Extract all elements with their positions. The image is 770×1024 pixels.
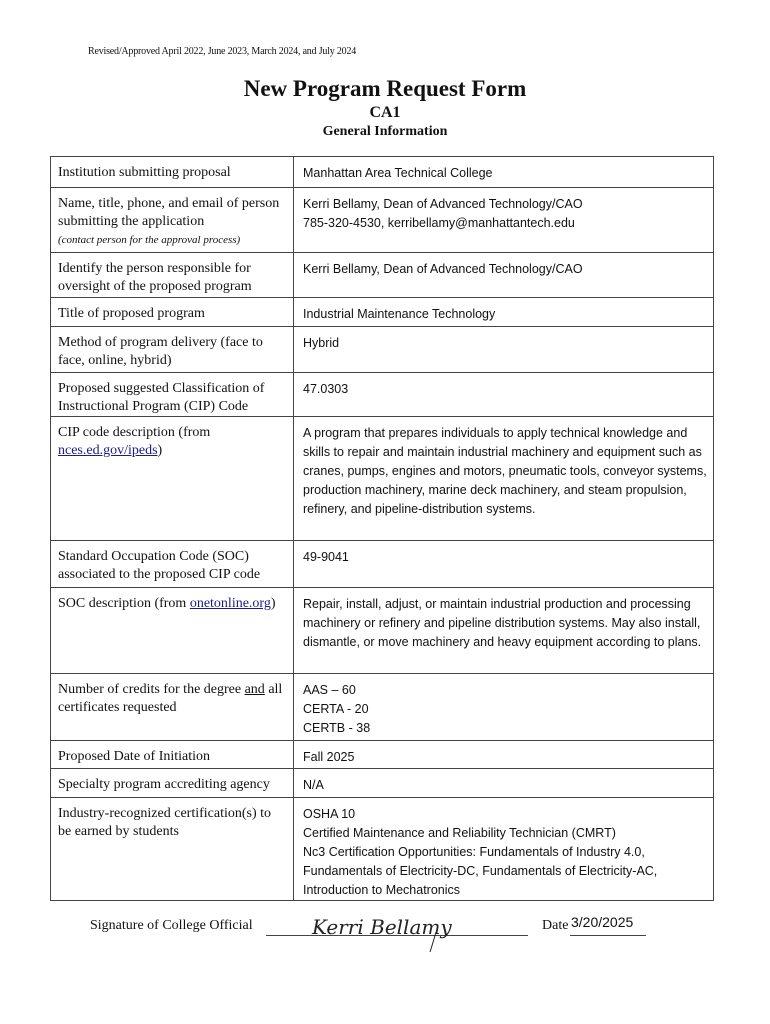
label-text: Method of program delivery (face to face, online, hybrid) bbox=[58, 335, 263, 368]
row-value bbox=[294, 588, 714, 674]
label-text: Proposed Date of Initiation bbox=[58, 749, 211, 764]
table-row bbox=[51, 157, 714, 188]
row-value bbox=[294, 188, 714, 253]
page-title: New Program Request Form bbox=[243, 76, 527, 101]
row-label bbox=[51, 253, 294, 298]
value-line: Fall 2025 bbox=[303, 750, 355, 764]
value-line: OSHA 10 bbox=[303, 807, 356, 821]
row-label bbox=[51, 327, 294, 373]
table-row bbox=[51, 769, 714, 798]
label-text: Standard Occupation Code (SOC) associated to the proposed CIP code bbox=[58, 549, 261, 582]
row-label bbox=[51, 769, 294, 798]
value-line: 49-9041 bbox=[303, 550, 349, 564]
table-row bbox=[51, 373, 714, 417]
row-label bbox=[51, 417, 294, 541]
label-text: Number of credits for the degree bbox=[58, 682, 245, 697]
label-text: ) bbox=[270, 596, 276, 611]
label-text: Name, title, phone, and email of person submitting the application bbox=[58, 196, 280, 229]
value-line: Manhattan Area Technical College bbox=[303, 166, 493, 180]
label-text: Industry-recognized certification(s) to be earned by students bbox=[58, 806, 272, 839]
form-code: CA1 bbox=[369, 104, 401, 121]
value-line: Kerri Bellamy, Dean of Advanced Technology/CAO bbox=[303, 262, 583, 276]
row-label bbox=[51, 741, 294, 769]
table-row bbox=[51, 188, 714, 253]
row-value bbox=[294, 769, 714, 798]
value-line: Industrial Maintenance Technology bbox=[303, 307, 496, 321]
value-line: Kerri Bellamy, Dean of Advanced Technology/CAO bbox=[303, 197, 583, 211]
value-line: CERTA - 20 bbox=[303, 702, 369, 716]
date-label: Date bbox=[542, 918, 569, 933]
row-value bbox=[294, 741, 714, 769]
row-label bbox=[51, 157, 294, 188]
label-text: Title of proposed program bbox=[58, 306, 205, 321]
row-value bbox=[294, 417, 714, 541]
table-row bbox=[51, 798, 714, 901]
source-link[interactable]: nces.ed.gov/ipeds bbox=[58, 443, 158, 458]
label-text: Institution submitting proposal bbox=[58, 165, 231, 180]
row-value bbox=[294, 541, 714, 588]
value-line: 785-320-4530, kerribellamy@manhattantech.edu bbox=[303, 216, 575, 230]
value-line: N/A bbox=[303, 778, 324, 792]
row-value bbox=[294, 157, 714, 188]
row-label bbox=[51, 373, 294, 417]
revision-note: Revised/Approved April 2022, June 2023, March 2024, and July 2024 bbox=[88, 46, 357, 57]
value-line: Certified Maintenance and Reliability Technician (CMRT) bbox=[303, 826, 616, 840]
signature-image bbox=[308, 910, 458, 956]
row-value bbox=[294, 674, 714, 741]
row-label bbox=[51, 588, 294, 674]
label-text: SOC description (from bbox=[58, 596, 190, 611]
row-label bbox=[51, 674, 294, 741]
row-value bbox=[294, 327, 714, 373]
section-title: General Information bbox=[322, 124, 448, 139]
value-line: A program that prepares individuals to apply technical knowledge and skills to repair and maintain industrial machinery and equipment such as cranes, pumps, engines and motors, pneumatic tools, conveyor systems, production machinery, marine deck machinery, and steam propulsion, refinery, and pipeline-distribution systems. bbox=[303, 426, 707, 516]
value-line: 47.0303 bbox=[303, 382, 349, 396]
row-value bbox=[294, 298, 714, 327]
label-text: Proposed suggested Classification of Instructional Program (CIP) Code bbox=[58, 381, 265, 414]
table-row bbox=[51, 327, 714, 373]
label-text: ) bbox=[157, 443, 163, 458]
row-label bbox=[51, 541, 294, 588]
signature-label: Signature of College Official bbox=[90, 918, 253, 933]
row-value bbox=[294, 373, 714, 417]
table-row bbox=[51, 741, 714, 769]
date-line bbox=[570, 935, 646, 936]
table-row bbox=[51, 588, 714, 674]
value-line: AAS – 60 bbox=[303, 683, 356, 697]
row-label bbox=[51, 798, 294, 901]
table-row bbox=[51, 674, 714, 741]
underlined-text: and bbox=[244, 682, 265, 697]
signature-script: Kerri Bellamy bbox=[312, 915, 452, 939]
table-row bbox=[51, 253, 714, 298]
row-label bbox=[51, 188, 294, 253]
value-line: Hybrid bbox=[303, 336, 340, 350]
source-link[interactable]: onetonline.org bbox=[189, 596, 271, 611]
value-line: CERTB - 38 bbox=[303, 721, 371, 735]
general-info-table bbox=[50, 156, 714, 901]
date-value: 3/20/2025 bbox=[571, 914, 634, 930]
row-value bbox=[294, 798, 714, 901]
row-value bbox=[294, 253, 714, 298]
value-line: Nc3 Certification Opportunities: Fundamentals of Industry 4.0, Fundamentals of Electricity-DC, Fundamentals of Electricity-AC, Introduction to Mechatronics bbox=[303, 845, 658, 897]
label-text: Specialty program accrediting agency bbox=[58, 777, 270, 792]
table-row bbox=[51, 298, 714, 327]
value-line: Repair, install, adjust, or maintain industrial production and processing machinery or refinery and pipeline distribution systems. May also install, dismantle, or move machinery and heavy equipment according to plans. bbox=[303, 597, 702, 649]
row-label bbox=[51, 298, 294, 327]
contact-note: (contact person for the approval process) bbox=[58, 234, 241, 246]
table-row bbox=[51, 417, 714, 541]
label-text: CIP code description (from bbox=[58, 425, 211, 440]
label-text: all certificates requested bbox=[58, 682, 283, 715]
label-text: Identify the person responsible for oversight of the proposed program bbox=[58, 261, 252, 294]
table-row bbox=[51, 541, 714, 588]
